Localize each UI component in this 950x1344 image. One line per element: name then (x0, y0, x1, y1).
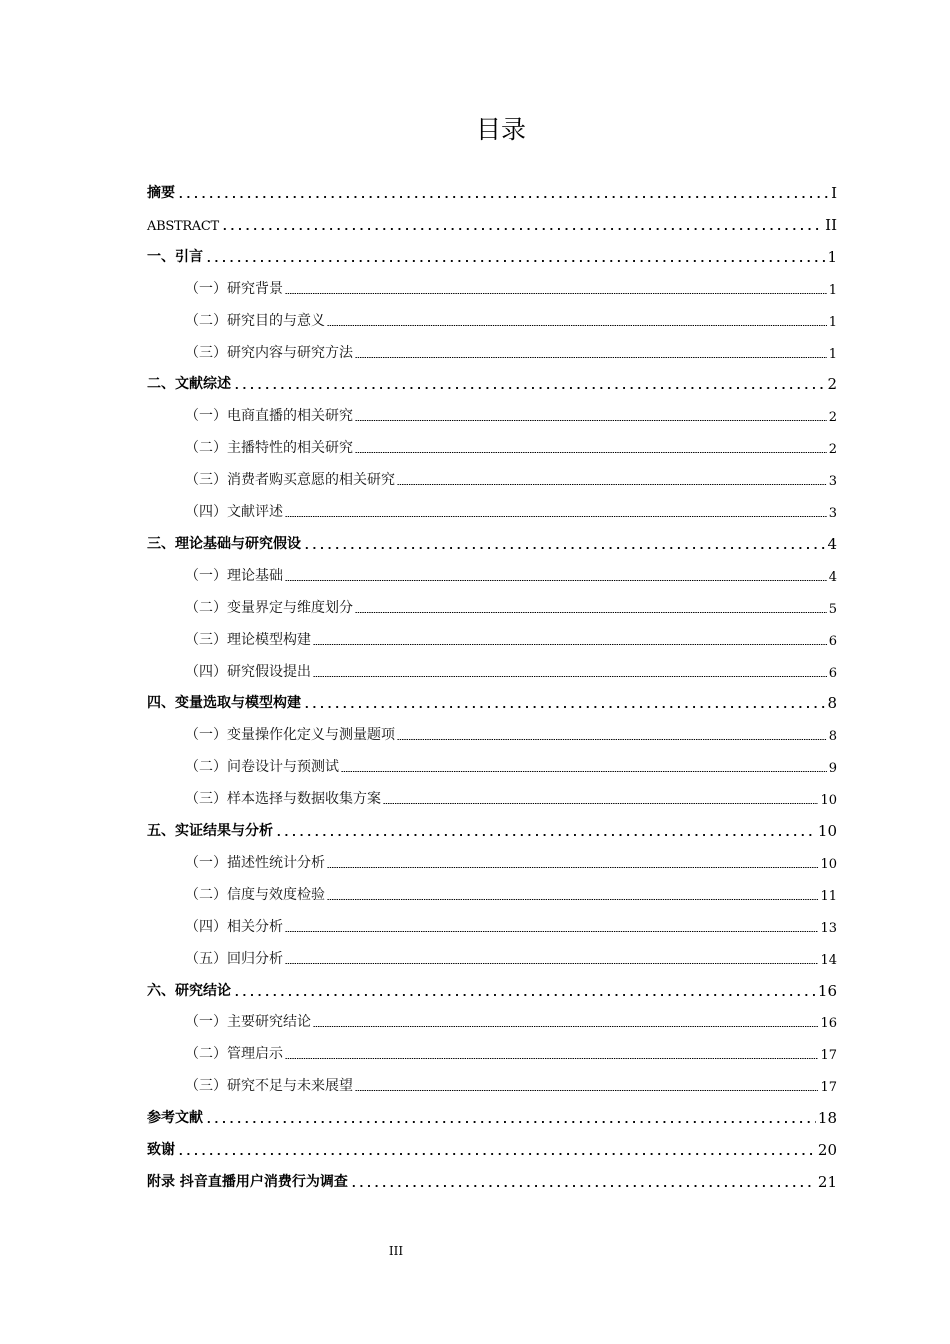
toc-entry-page-number: 2 (828, 410, 837, 426)
toc-dot-leader (355, 1075, 818, 1095)
toc-chapter-entry[interactable] (147, 816, 837, 840)
toc-dot-leader (355, 437, 827, 457)
toc-entry-label: （一）描述性统计分析 (185, 854, 325, 871)
toc-entry-page-number: 2 (827, 375, 837, 394)
toc-entry-page-number: 5 (828, 601, 837, 617)
toc-chapter-entry[interactable] (147, 1167, 837, 1191)
toc-section-entry[interactable] (147, 433, 837, 457)
toc-dot-leader (397, 469, 827, 489)
toc-entry-label: （一）电商直播的相关研究 (185, 408, 353, 425)
toc-entry-page-number: 11 (820, 888, 837, 904)
toc-dot-leader (285, 501, 827, 521)
toc-chapter-entry[interactable] (147, 210, 837, 234)
toc-section-entry[interactable] (147, 338, 837, 362)
toc-entry-label: （一）变量操作化定义与测量题项 (185, 727, 395, 744)
toc-chapter-entry[interactable] (147, 1135, 837, 1159)
toc-entry-page-number: 9 (828, 761, 837, 777)
toc-chapter-entry[interactable] (147, 1103, 837, 1127)
toc-entry-page-number: 3 (828, 474, 837, 490)
toc-section-entry[interactable] (147, 657, 837, 681)
toc-entry-label: 摘要 (147, 185, 175, 201)
toc-entry-label: 参考文献 (147, 1110, 203, 1127)
toc-entry-page-number: 6 (828, 633, 837, 649)
toc-dot-leader (205, 1107, 816, 1127)
toc-dot-leader (275, 820, 816, 840)
toc-section-entry[interactable] (147, 784, 837, 808)
toc-dot-leader (313, 629, 827, 649)
toc-section-entry[interactable] (147, 1039, 837, 1063)
toc-entry-label: （二）管理启示 (185, 1046, 283, 1063)
toc-chapter-entry[interactable] (147, 178, 837, 202)
toc-entry-label: （一）研究背景 (185, 280, 283, 297)
toc-section-entry[interactable] (147, 720, 837, 744)
toc-entry-label: 二、文献综述 (147, 376, 231, 393)
toc-entry-page-number: 10 (817, 822, 837, 840)
toc-entry-page-number: 8 (828, 729, 837, 745)
toc-dot-leader (327, 884, 818, 904)
toc-entry-page-number: 20 (817, 1141, 837, 1159)
toc-dot-leader (397, 724, 827, 744)
toc-entry-page-number: 8 (827, 694, 837, 713)
toc-entry-page-number: 17 (820, 1080, 837, 1096)
toc-dot-leader (177, 1139, 816, 1159)
toc-entry-label: 五、实证结果与分析 (147, 823, 273, 839)
toc-entry-page-number: 18 (817, 1109, 837, 1128)
toc-entry-page-number: 4 (828, 569, 837, 585)
toc-section-entry[interactable] (147, 497, 837, 521)
toc-dot-leader (285, 565, 827, 585)
toc-entry-page-number: 10 (820, 793, 837, 809)
toc-dot-leader (205, 246, 825, 266)
toc-entry-label: （四）文献评述 (185, 504, 283, 520)
toc-entry-page-number: 1 (828, 346, 837, 362)
toc-entry-label: （二）主播特性的相关研究 (185, 440, 353, 457)
toc-section-entry[interactable] (147, 306, 837, 330)
toc-dot-leader (285, 278, 827, 298)
toc-chapter-entry[interactable] (147, 529, 837, 553)
toc-section-entry[interactable] (147, 401, 837, 425)
toc-section-entry[interactable] (147, 593, 837, 617)
toc-dot-leader (313, 661, 827, 681)
toc-section-entry[interactable] (147, 752, 837, 776)
toc-dot-leader (285, 916, 818, 936)
toc-section-entry[interactable] (147, 465, 837, 489)
toc-section-entry[interactable] (147, 880, 837, 904)
toc-entry-label: （五）回归分析 (185, 950, 283, 967)
toc-entry-label: 一、引言 (147, 248, 203, 265)
toc-dot-leader (327, 310, 827, 330)
toc-entry-page-number: 21 (817, 1172, 837, 1191)
toc-entry-label: （二）变量界定与维度划分 (185, 599, 353, 616)
toc-dot-leader (221, 214, 823, 234)
toc-dot-leader (303, 692, 825, 712)
toc-entry-label: 三、理论基础与研究假设 (147, 535, 301, 552)
toc-entry-page-number: 14 (820, 952, 837, 968)
toc-section-entry[interactable] (147, 912, 837, 936)
toc-section-entry[interactable] (147, 625, 837, 649)
toc-entry-label: 附录 抖音直播用户消费行为调查 (147, 1173, 348, 1190)
toc-entry-page-number: 16 (820, 1016, 837, 1032)
page-number-footer: III (388, 1244, 404, 1258)
toc-entry-label: （四）研究假设提出 (185, 663, 311, 680)
toc-entry-page-number: 13 (820, 920, 837, 936)
toc-entry-label: （三）研究内容与研究方法 (185, 344, 353, 361)
toc-dot-leader (327, 852, 818, 872)
toc-dot-leader (341, 756, 827, 776)
toc-entry-page-number: 16 (817, 981, 837, 1000)
toc-entry-label: （三）理论模型构建 (185, 631, 311, 648)
toc-entry-label: （三）样本选择与数据收集方案 (185, 791, 381, 808)
toc-entry-label: （一）理论基础 (185, 567, 283, 584)
toc-entry-page-number: I (831, 184, 837, 202)
toc-entry-label: （三）研究不足与未来展望 (185, 1078, 353, 1095)
toc-entry-page-number: 17 (820, 1048, 837, 1064)
toc-entry-page-number: 2 (828, 442, 837, 458)
toc-entry-page-number: 1 (828, 282, 837, 298)
toc-section-entry[interactable] (147, 274, 837, 298)
toc-dot-leader (355, 597, 827, 617)
toc-entry-page-number: 4 (827, 534, 837, 553)
toc-entry-label: ABSTRACT (147, 218, 219, 234)
toc-entry-label: （二）研究目的与意义 (185, 312, 325, 329)
toc-entry-label: （四）相关分析 (185, 918, 283, 935)
toc-section-entry[interactable] (147, 944, 837, 968)
toc-section-entry[interactable] (147, 1071, 837, 1095)
toc-entry-label: （二）信度与效度检验 (185, 886, 325, 903)
toc-section-entry[interactable] (147, 561, 837, 585)
toc-entry-page-number: 1 (828, 314, 837, 330)
toc-entry-label: 四、变量选取与模型构建 (147, 695, 301, 712)
toc-dot-leader (303, 533, 825, 553)
toc-dot-leader (383, 788, 818, 808)
toc-dot-leader (355, 405, 827, 425)
toc-entry-label: （二）问卷设计与预测试 (185, 759, 339, 776)
page-title: 目录 (475, 115, 526, 144)
toc-chapter-entry[interactable] (147, 688, 837, 712)
toc-dot-leader (233, 373, 825, 393)
toc-chapter-entry[interactable] (147, 242, 837, 266)
toc-section-entry[interactable] (147, 1007, 837, 1031)
toc-dot-leader (285, 1043, 818, 1063)
toc-dot-leader (313, 1011, 818, 1031)
toc-entry-page-number: 6 (828, 665, 837, 681)
toc-dot-leader (350, 1171, 816, 1191)
toc-chapter-entry[interactable] (147, 976, 837, 1000)
toc-entry-label: 六、研究结论 (147, 982, 231, 999)
toc-dot-leader (285, 948, 818, 968)
toc-dot-leader (177, 182, 829, 202)
toc-dot-leader (233, 980, 816, 1000)
toc-entry-label: （三）消费者购买意愿的相关研究 (185, 472, 395, 489)
toc-section-entry[interactable] (147, 848, 837, 872)
toc-entry-page-number: 10 (820, 856, 837, 872)
toc-chapter-entry[interactable] (147, 369, 837, 393)
toc-dot-leader (355, 342, 827, 362)
toc-entry-page-number: 1 (827, 247, 837, 266)
toc-entry-label: 致谢 (147, 1142, 175, 1158)
toc-entry-label: （一）主要研究结论 (185, 1014, 311, 1031)
toc-entry-page-number: 3 (828, 506, 837, 521)
toc-entry-page-number: II (825, 215, 837, 234)
